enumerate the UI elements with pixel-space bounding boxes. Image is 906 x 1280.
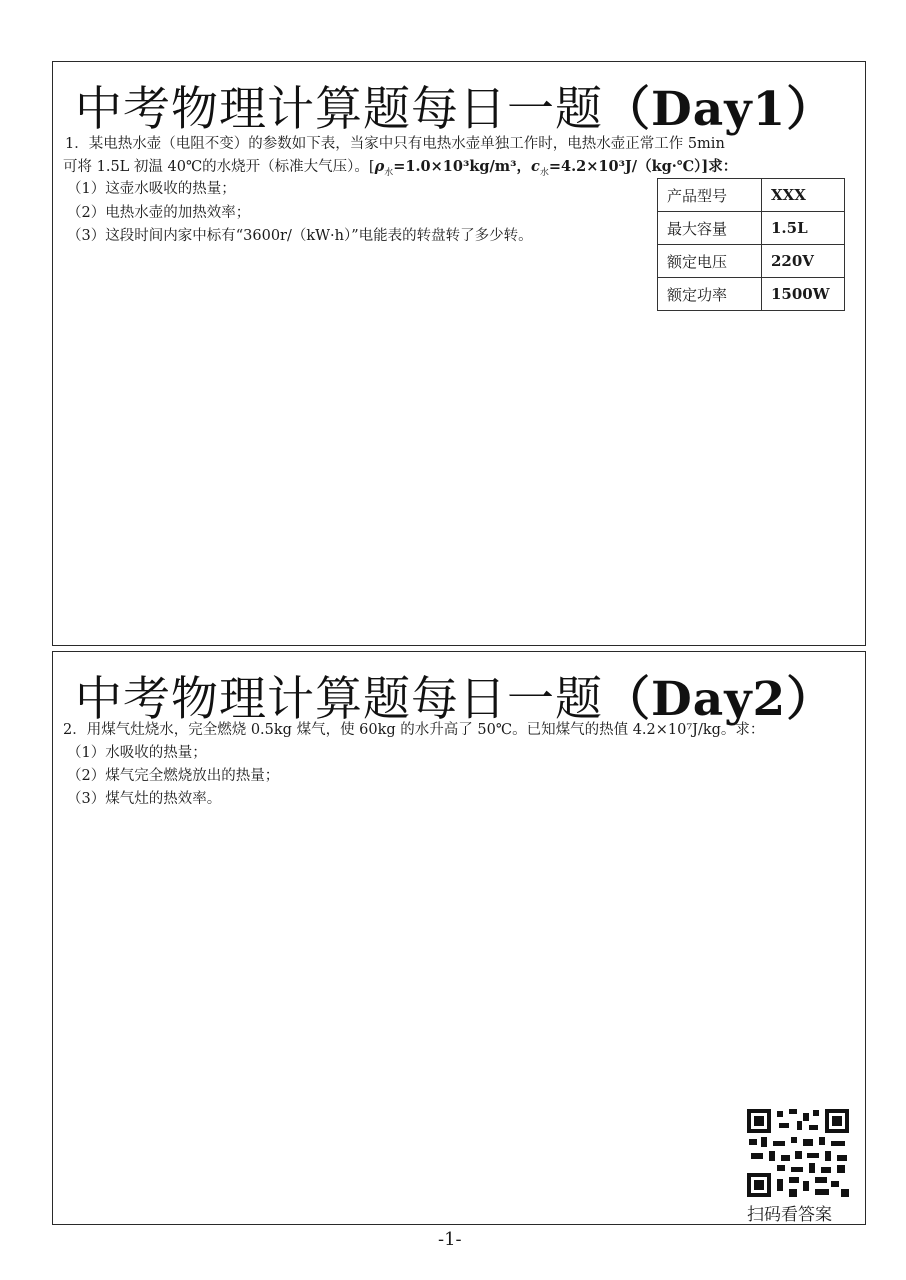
day2-title-day: （Day2） bbox=[603, 672, 835, 727]
rho-symbol: ρ bbox=[374, 158, 385, 175]
spec-key: 额定电压 bbox=[658, 245, 762, 278]
spec-key: 额定功率 bbox=[658, 278, 762, 311]
day2-question-line1: 2．用煤气灶烧水，完全燃烧 0.5kg 煤气，使 60kg 的水升高了 50℃。已知煤气的热值 4.2×10⁷J/kg。求： bbox=[63, 722, 765, 738]
spec-value: 1500W bbox=[762, 278, 845, 311]
spec-key: 产品型号 bbox=[658, 179, 762, 212]
spec-key: 最大容量 bbox=[658, 212, 762, 245]
day1-section bbox=[52, 61, 866, 646]
page-number: -1- bbox=[438, 1229, 462, 1250]
day2-sub3: （3）煤气灶的热效率。 bbox=[67, 791, 222, 807]
day1-sub3: （3）这段时间内家中标有“3600r/（kW·h）”电能表的转盘转了多少转。 bbox=[67, 228, 533, 244]
spec-value: XXX bbox=[762, 179, 845, 212]
qr-label: 扫码看答案 bbox=[747, 1205, 832, 1225]
day2-section bbox=[52, 651, 866, 1225]
table-row bbox=[658, 212, 845, 245]
day1-title-day: （Day1） bbox=[603, 82, 835, 137]
day2-sub2: （2）煤气完全燃烧放出的热量； bbox=[67, 768, 280, 784]
day1-sub2: （2）电热水壶的加热效率； bbox=[67, 205, 251, 221]
table-row bbox=[658, 179, 845, 212]
rho-subscript: 水 bbox=[384, 167, 394, 178]
rho-value: =1.0×10³kg/m³， bbox=[393, 158, 531, 175]
day1-question-line1: 1．某电热水壶（电阻不变）的参数如下表，当家中只有电热水壶单独工作时，电热水壶正常工作 5min bbox=[65, 136, 725, 152]
day1-q-text: 可将 1.5L 初温 40℃的水烧开（标准大气压）。[ bbox=[63, 159, 375, 175]
day1-title bbox=[75, 72, 834, 139]
day1-title-main: 中考物理计算题每日一题 bbox=[75, 82, 603, 137]
c-value: =4.2×10³J/（kg·℃）]求： bbox=[548, 158, 738, 175]
spec-value: 1.5L bbox=[762, 212, 845, 245]
qr-code-icon[interactable] bbox=[745, 1107, 851, 1199]
day2-title bbox=[75, 662, 834, 729]
day2-sub1: （1）水吸收的热量； bbox=[67, 745, 207, 761]
day2-title-main: 中考物理计算题每日一题 bbox=[75, 672, 603, 727]
spec-table bbox=[657, 178, 845, 311]
table-row bbox=[658, 245, 845, 278]
c-subscript: 水 bbox=[539, 167, 549, 178]
day1-sub1: （1）这壶水吸收的热量； bbox=[67, 181, 236, 197]
spec-value: 220V bbox=[762, 245, 845, 278]
table-row bbox=[658, 278, 845, 311]
c-symbol: c bbox=[531, 158, 540, 175]
